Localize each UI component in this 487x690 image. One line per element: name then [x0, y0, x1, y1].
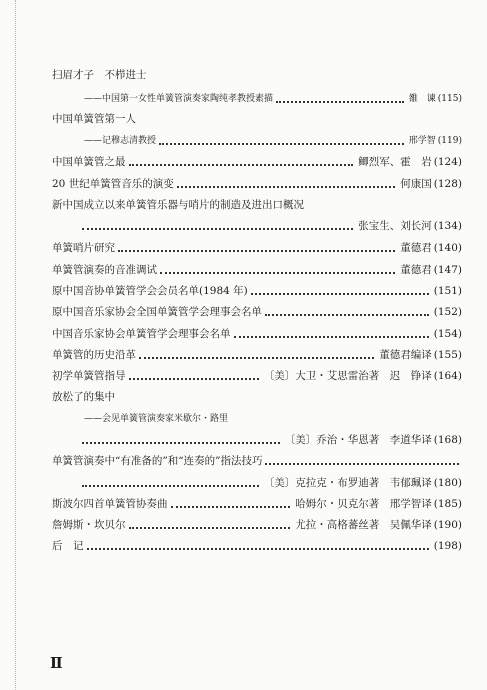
entry-author: 鲫烈军、霍 岩 [358, 156, 432, 168]
entry-page: (128) [433, 178, 462, 190]
leader-dots [82, 480, 259, 487]
entry-page: (151) [433, 285, 462, 297]
leader-dots [129, 373, 259, 380]
leader-dots [276, 96, 404, 103]
entry-page: (155) [433, 349, 462, 361]
entry-page: (147) [433, 264, 462, 276]
entry-title: 中国单簧管之最 [52, 156, 126, 168]
leader-dots [82, 223, 353, 230]
entry-title: 初学单簧管指导 [52, 370, 126, 382]
entry-page: (154) [433, 328, 462, 340]
toc-entry [52, 450, 462, 468]
entry-title: 中国单簧管第一人 [52, 113, 136, 125]
entry-author: 〔美〕大卫・艾思雷治著 迟 铮译 [263, 370, 432, 382]
entry-page: (140) [433, 242, 462, 254]
entry-page: (198) [433, 540, 462, 552]
entry-page: (164) [433, 370, 462, 382]
toc-entry [52, 259, 462, 277]
entry-author: 何康国 [400, 178, 432, 190]
entry-page: (119) [437, 136, 462, 146]
entry-title: 单簧哨片研究 [52, 242, 115, 254]
entry-page: (168) [433, 434, 462, 446]
toc-entry [52, 108, 462, 126]
entry-title: 原中国音乐家协会全国单簧管学会理事会名单 [52, 306, 262, 318]
toc-entry-continuation [52, 472, 462, 490]
entry-author: 邢学智 [408, 136, 436, 146]
toc-entry [52, 64, 462, 82]
toc-entry [52, 386, 462, 404]
toc-entry [52, 365, 462, 383]
entry-subtitle: ——记穆志清教授 [84, 136, 157, 146]
toc-entry [84, 408, 462, 426]
leader-dots [177, 181, 396, 188]
toc-entry [52, 514, 462, 532]
entry-page: (124) [433, 156, 462, 168]
entry-author: 哈姆尔・贝克尔著 邢学智译 [295, 498, 432, 510]
toc-entry [84, 88, 462, 106]
entry-title: 单簧管的历史沿革 [52, 349, 136, 361]
toc-entry [52, 280, 462, 298]
toc-entry [52, 323, 462, 341]
page-number: Ⅱ [50, 654, 63, 672]
entry-title: 斯波尔四首单簧管协奏曲 [52, 498, 168, 510]
leader-dots [82, 437, 280, 444]
toc-entry [52, 194, 462, 212]
leader-dots [251, 288, 429, 295]
entry-title: 后 记 [52, 540, 84, 552]
toc-entry [52, 151, 462, 169]
leader-dots [129, 159, 354, 166]
entry-title: 新中国成立以来单簧管乐器与哨片的制造及进出口概况 [52, 199, 304, 211]
toc-entry-continuation [52, 215, 462, 233]
toc-entry [52, 344, 462, 362]
toc-entry [52, 173, 462, 191]
entry-author: 〔美〕乔治・华恩著 李道华译 [284, 434, 432, 446]
leader-dots [234, 331, 429, 338]
leader-dots [265, 458, 459, 465]
entry-page: (180) [433, 477, 462, 489]
entry-page: (185) [433, 498, 462, 510]
leader-dots [159, 138, 404, 145]
entry-title: 原中国音协单簧管学会会员名单(1984 年) [52, 285, 248, 297]
entry-page: (134) [433, 220, 462, 232]
entry-author: 董德君 [400, 264, 432, 276]
entry-title: 中国音乐家协会单簧管学会理事会名单 [52, 328, 231, 340]
entry-title: 扫眉才子 不栉进士 [52, 69, 147, 81]
entry-title: 单簧管演奏的音准调试 [52, 264, 157, 276]
entry-author: 董德君 [400, 242, 432, 254]
entry-page: (152) [433, 306, 462, 318]
entry-title: 放松了的集中 [52, 391, 115, 403]
entry-author: 〔美〕克拉克・布罗迪著 韦郁珮译 [263, 477, 432, 489]
leader-dots [160, 267, 395, 274]
entry-page: (190) [433, 519, 462, 531]
entry-title: 单簧管演奏中“有准备的”和“连奏的”指法技巧 [52, 455, 263, 467]
leader-dots [129, 522, 291, 529]
entry-subtitle: ——会见单簧管演奏家米歇尔・路里 [84, 414, 229, 424]
entry-subtitle: ——中国第一女性单簧管演奏家陶纯孝教授素描 [84, 94, 274, 104]
entry-title: 20 世纪单簧管音乐的演变 [52, 178, 174, 190]
leader-dots [139, 352, 374, 359]
toc-entry [52, 237, 462, 255]
entry-page: (115) [437, 94, 462, 104]
entry-author: 董德君编译 [379, 349, 432, 361]
leader-dots [87, 543, 429, 550]
leader-dots [171, 501, 291, 508]
toc-entry [52, 493, 462, 511]
leader-dots [265, 309, 429, 316]
toc-entry [52, 301, 462, 319]
entry-author: 雒 谏 [408, 94, 436, 104]
leader-dots [118, 245, 395, 252]
toc-entry [84, 130, 462, 148]
toc-entry-continuation [52, 429, 462, 447]
entry-author: 张宝生、刘长河 [358, 220, 432, 232]
entry-author: 尤拉・高格蕃丝著 吴佩华译 [295, 519, 432, 531]
entry-title: 詹姆斯・坎贝尔 [52, 519, 126, 531]
toc-entry [52, 535, 462, 553]
